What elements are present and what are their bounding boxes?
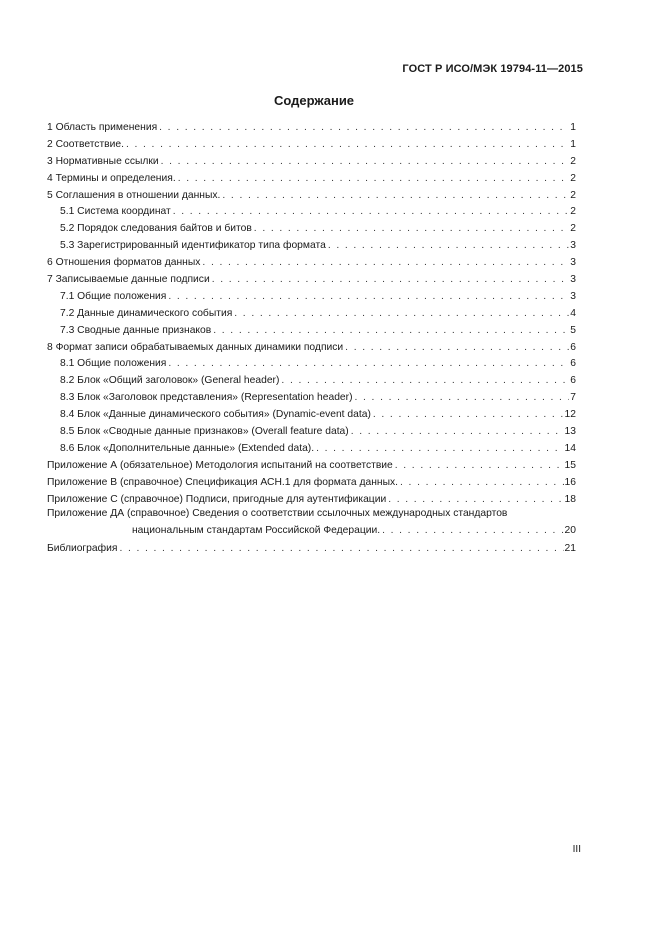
toc-entry-8-4[interactable] [47,406,576,423]
toc-entry-appendix-a[interactable] [47,457,576,474]
toc-entry-text: Библиография [47,543,118,555]
toc-entry-page: 1 [570,121,576,133]
toc-entry-appendix-b[interactable] [47,474,576,491]
dot-leader [345,342,569,353]
toc-entry-text: 5 Соглашения в отношении данных. [47,189,221,201]
dot-leader [351,426,564,437]
toc-entry-3[interactable] [47,153,576,170]
toc-entry-text: 8 Формат записи обрабатываемых данных динамики подписи [47,341,344,353]
toc-entry-text: 4 Термины и определения. [47,172,176,184]
dot-leader [400,477,564,488]
toc-entry-text: Приложение ДА (справочное) Сведения о соответствии ссылочных международных стандартов [47,508,508,520]
toc-entry-page: 3 [570,290,576,302]
table-of-contents [47,119,576,557]
page-number: III [572,844,581,855]
dot-leader [159,122,569,133]
toc-entry-page: 5 [570,324,576,336]
toc-entry-page: 12 [564,409,576,421]
dot-leader [382,525,563,536]
toc-entry-8-3[interactable] [47,389,576,406]
toc-entry-7[interactable] [47,271,576,288]
toc-entry-page: 20 [564,525,576,537]
toc-entry-text: Приложение С (справочное) Подписи, пригодные для аутентификации [47,493,387,505]
toc-entry-7-2[interactable] [47,305,576,322]
toc-entry-page: 2 [570,223,576,235]
toc-entry-page: 6 [570,341,576,353]
toc-entry-text: 8.3 Блок «Заголовок представления» (Representation header) [60,392,353,404]
toc-entry-5-3[interactable] [47,237,576,254]
toc-entry-8-5[interactable] [47,423,576,440]
dot-leader [126,139,569,150]
toc-entry-1[interactable] [47,119,576,136]
dot-leader [168,358,569,369]
dot-leader [161,156,570,167]
dot-leader [119,543,563,554]
toc-entry-8-6[interactable] [47,440,576,457]
toc-entry-appendix-c[interactable] [47,491,576,508]
toc-entry-page: 16 [564,476,576,488]
toc-entry-page: 1 [570,138,576,150]
dot-leader [213,325,569,336]
toc-entry-text: Приложение В (справочное) Спецификация АСН.1 для формата данных. [47,476,399,488]
dot-leader [355,392,570,403]
dot-leader [316,443,563,454]
dot-leader [281,375,569,386]
dot-leader [178,173,570,184]
toc-entry-7-1[interactable] [47,288,576,305]
toc-entry-text: 7 Записываемые данные подписи [47,273,210,285]
toc-entry-text: 1 Область применения [47,121,158,133]
toc-entry-appendix-da[interactable] [47,507,576,540]
dot-leader [173,206,570,217]
toc-entry-text: 8.2 Блок «Общий заголовок» (General header) [60,375,280,387]
toc-entry-page: 2 [570,189,576,201]
dot-leader [168,291,569,302]
toc-entry-8-1[interactable] [47,355,576,372]
toc-entry-8[interactable] [47,339,576,356]
dot-leader [234,308,569,319]
toc-entry-page: 3 [570,273,576,285]
toc-entry-page: 7 [570,392,576,404]
toc-entry-page: 2 [570,155,576,167]
toc-entry-5-2[interactable] [47,220,576,237]
toc-entry-page: 18 [564,493,576,505]
toc-entry-text: 8.4 Блок «Данные динамического события» (Dynamic-event data) [60,409,371,421]
toc-entry-text: 3 Нормативные ссылки [47,155,159,167]
toc-entry-text: 6 Отношения форматов данных [47,257,201,269]
toc-entry-8-2[interactable] [47,372,576,389]
dot-leader [212,274,570,285]
toc-entry-text: 8.5 Блок «Сводные данные признаков» (Overall feature data) [60,425,349,437]
dot-leader [373,409,564,420]
toc-title: Содержание [273,93,355,108]
toc-entry-text: 7.1 Общие положения [60,290,167,302]
toc-entry-text: 5.1 Система координат [60,206,171,218]
document-header-code: ГОСТ Р ИСО/МЭК 19794-11—2015 [402,63,583,75]
toc-entry-page: 2 [570,172,576,184]
toc-entry-page: 6 [570,375,576,387]
toc-entry-page: 14 [564,442,576,454]
toc-entry-page: 3 [570,257,576,269]
toc-entry-4[interactable] [47,170,576,187]
toc-entry-text: 2 Соответствие. [47,138,124,150]
dot-leader [202,257,569,268]
toc-entry-6[interactable] [47,254,576,271]
toc-entry-page: 13 [564,425,576,437]
toc-entry-page: 15 [564,459,576,471]
toc-entry-text: 7.3 Сводные данные признаков [60,324,212,336]
dot-leader [395,460,564,471]
toc-entry-page: 2 [570,206,576,218]
toc-entry-text: 5.3 Зарегистрированный идентификатор типа формата [60,240,326,252]
toc-entry-page: 21 [564,543,576,555]
toc-entry-page: 4 [570,307,576,319]
toc-entry-7-3[interactable] [47,322,576,339]
dot-leader [388,494,563,505]
dot-leader [328,240,569,251]
toc-entry-bibliography[interactable] [47,540,576,557]
toc-entry-5-1[interactable] [47,203,576,220]
toc-entry-page: 3 [570,240,576,252]
toc-entry-text: Приложение А (обязательное) Методология испытаний на соответствие [47,459,393,471]
toc-entry-5[interactable] [47,187,576,204]
toc-entry-text-continuation: национальным стандартам Российской Федерации. [132,525,381,537]
toc-entry-text: 8.1 Общие положения [60,358,167,370]
toc-entry-2[interactable] [47,136,576,153]
toc-entry-text: 5.2 Порядок следования байтов и битов [60,223,252,235]
toc-entry-text: 8.6 Блок «Дополнительные данные» (Extended data). [60,442,315,454]
toc-entry-page: 6 [570,358,576,370]
dot-leader [222,190,569,201]
dot-leader [254,223,569,234]
toc-entry-text: 7.2 Данные динамического события [60,307,233,319]
